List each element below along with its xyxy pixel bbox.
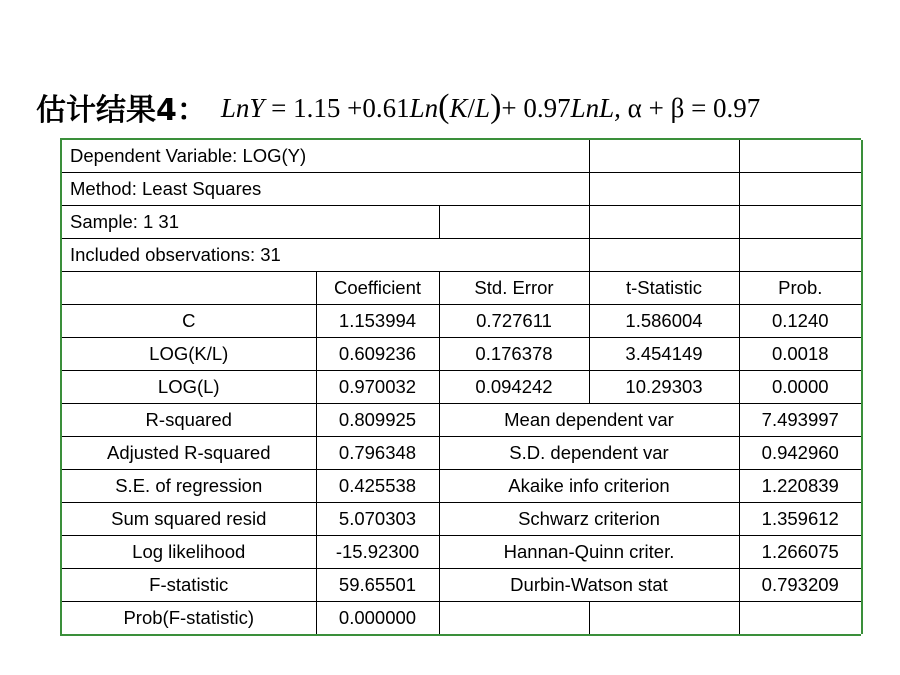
formula-lparen: ( [438,88,450,125]
coefficient-row [61,371,862,404]
empty-cell [589,206,739,239]
stat-row [61,536,862,569]
formula-coef-kl: 0.61 [362,93,410,123]
formula-lhs: LnY [220,93,265,123]
stat-row [61,602,862,635]
formula-plus: + [501,93,517,123]
formula-beta: β [670,93,685,123]
stat-label: Sum squared resid [61,503,316,536]
stat-row [61,404,862,437]
t-statistic-value: 1.586004 [589,305,739,338]
empty-cell [739,206,862,239]
stat-label: S.D. dependent var [439,437,739,470]
empty-cell [589,173,739,206]
formula-equals: = [691,93,707,123]
stat-value: 0.796348 [316,437,439,470]
prob-value: 0.0000 [739,371,862,404]
std-error-value: 0.727611 [439,305,589,338]
coefficient-value: 0.609236 [316,338,439,371]
stat-value: 1.359612 [739,503,862,536]
formula-lnl: LnL, [570,93,621,123]
empty-cell [589,239,739,272]
empty-cell [439,206,589,239]
header-row [61,140,862,173]
stat-value: 0.809925 [316,404,439,437]
variable-name: LOG(L) [61,371,316,404]
variable-name: C [61,305,316,338]
coefficient-row [61,338,862,371]
std-error-value: 0.176378 [439,338,589,371]
sample: Sample: 1 31 [61,206,439,239]
stat-label: F-statistic [61,569,316,602]
stat-value: 59.65501 [316,569,439,602]
t-statistic-value: 10.29303 [589,371,739,404]
column-header: t-Statistic [589,272,739,305]
empty-cell [739,239,862,272]
coefficient-value: 1.153994 [316,305,439,338]
stat-value: 0.425538 [316,470,439,503]
stat-label: Log likelihood [61,536,316,569]
stat-label: Adjusted R-squared [61,437,316,470]
stat-label: Hannan-Quinn criter. [439,536,739,569]
method: Method: Least Squares [61,173,589,206]
formula-l: L [475,93,491,123]
formula-ln: Ln [409,93,439,123]
empty-cell [739,173,862,206]
stat-value: 7.493997 [739,404,862,437]
formula-rparen: ) [490,88,502,125]
header-row [61,173,862,206]
column-header [61,272,316,305]
included-observations: Included observations: 31 [61,239,589,272]
formula-slash: / [467,93,476,123]
stat-value: 0.942960 [739,437,862,470]
empty-cell [739,140,862,173]
prob-value: 0.1240 [739,305,862,338]
coefficient-row [61,305,862,338]
stat-label: Mean dependent var [439,404,739,437]
stat-value: 0.000000 [316,602,439,635]
stat-label: Prob(F-statistic) [61,602,316,635]
t-statistic-value: 3.454149 [589,338,739,371]
formula-alpha: α [627,93,642,123]
stat-row [61,503,862,536]
stat-value: 1.266075 [739,536,862,569]
empty-cell [439,602,589,635]
empty-cell [739,602,862,635]
stat-label: Schwarz criterion [439,503,739,536]
title-label: 估计结果4： [36,93,207,128]
stat-value: 5.070303 [316,503,439,536]
stat-value: -15.92300 [316,536,439,569]
empty-cell [589,140,739,173]
stat-label: S.E. of regression [61,470,316,503]
stat-label: Durbin-Watson stat [439,569,739,602]
formula-intercept: 1.15 [293,93,341,123]
empty-cell [589,602,739,635]
header-row [61,239,862,272]
std-error-value: 0.094242 [439,371,589,404]
formula-k: K [449,93,468,123]
dependent-variable: Dependent Variable: LOG(Y) [61,140,589,173]
formula-equals: = [271,93,287,123]
stat-row [61,437,862,470]
formula-plus: + [648,93,664,123]
formula-sum: 0.97 [713,93,761,123]
coefficient-value: 0.970032 [316,371,439,404]
stat-label: Akaike info criterion [439,470,739,503]
stat-value: 1.220839 [739,470,862,503]
variable-name: LOG(K/L) [61,338,316,371]
prob-value: 0.0018 [739,338,862,371]
stat-value: 0.793209 [739,569,862,602]
column-header: Coefficient [316,272,439,305]
stat-row [61,569,862,602]
stat-row [61,470,862,503]
regression-output [60,138,861,636]
column-header: Prob. [739,272,862,305]
column-header: Std. Error [439,272,589,305]
slide-title [36,82,760,132]
regression-formula [221,88,760,126]
formula-coef-l: 0.97 [523,93,571,123]
column-header-row [61,272,862,305]
regression-table [60,140,863,634]
formula-plus: + [347,93,363,123]
stat-label: R-squared [61,404,316,437]
header-row [61,206,862,239]
